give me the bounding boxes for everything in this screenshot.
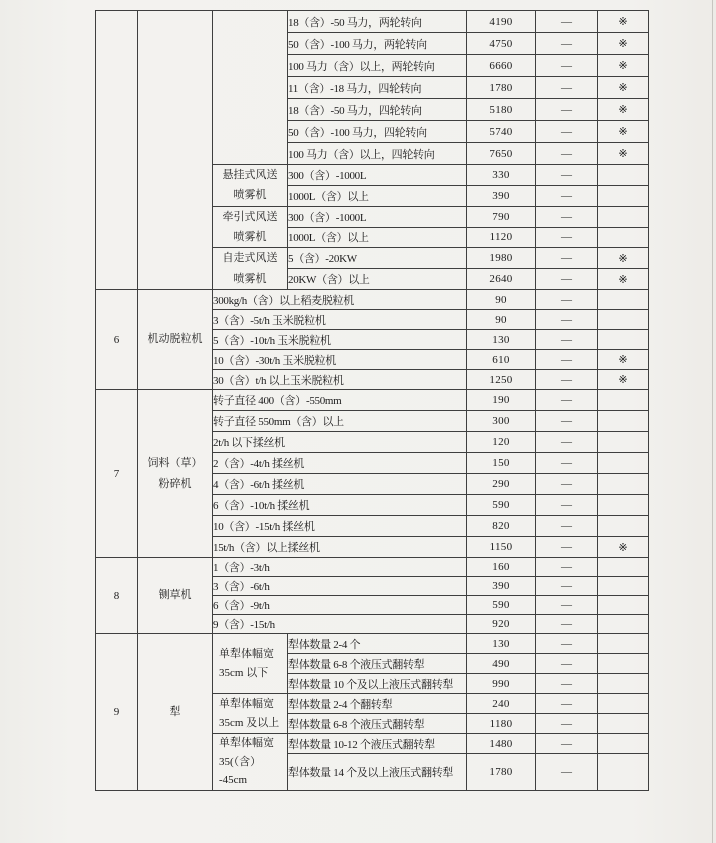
table-row (96, 290, 649, 310)
spec-cell: 50（含）-100 马力，四轮转向 (288, 121, 467, 143)
group-label-line: 牵引式风送 (222, 210, 278, 223)
spec-cell: 300（含）-1000L (288, 165, 467, 186)
amount-cell: 160 (467, 558, 536, 577)
amount-cell: 390 (467, 577, 536, 596)
table-row (96, 558, 649, 577)
group-label-line: 单犁体幅宽 (219, 737, 274, 750)
mark-cell (598, 411, 649, 432)
dash-cell: — (536, 269, 598, 290)
dash-cell: — (536, 390, 598, 411)
amount-cell: 820 (467, 516, 536, 537)
dash-cell: — (536, 615, 598, 634)
mark-cell: ※ (598, 370, 649, 390)
dash-cell: — (536, 596, 598, 615)
amount-cell: 330 (467, 165, 536, 186)
category-cell (138, 11, 213, 290)
spec-cell: 3（含）-6t/h (213, 577, 467, 596)
mark-cell (598, 330, 649, 350)
amount-cell: 1980 (467, 248, 536, 269)
group-label-line: -45cm (219, 774, 248, 787)
table-row (96, 634, 649, 654)
table-row (96, 11, 649, 33)
mark-cell: ※ (598, 99, 649, 121)
mark-cell (598, 390, 649, 411)
amount-cell: 130 (467, 634, 536, 654)
mark-cell (598, 754, 649, 791)
spec-cell: 4（含）-6t/h 揉丝机 (213, 474, 467, 495)
spec-cell: 100 马力（含）以上，四轮转向 (288, 143, 467, 165)
dash-cell: — (536, 248, 598, 269)
mark-cell (598, 634, 649, 654)
mark-cell (598, 694, 649, 714)
dash-cell: — (536, 206, 598, 227)
mark-cell (598, 734, 649, 754)
group-label-line: 35(（含） (219, 755, 262, 768)
amount-cell: 1150 (467, 537, 536, 558)
spec-cell: 6（含）-9t/h (213, 596, 467, 615)
subsidy-table (95, 10, 649, 791)
spec-cell: 30（含）t/h 以上玉米脱粒机 (213, 370, 467, 390)
amount-cell: 1780 (467, 754, 536, 791)
group-label-line: 35cm 以下 (219, 666, 269, 679)
spec-cell: 1000L（含）以上 (288, 227, 467, 248)
dash-cell: — (536, 290, 598, 310)
mark-cell: ※ (598, 143, 649, 165)
spec-cell: 3（含）-5t/h 玉米脱粒机 (213, 310, 467, 330)
spec-cell: 10（含）-30t/h 玉米脱粒机 (213, 350, 467, 370)
amount-cell: 2640 (467, 269, 536, 290)
dash-cell: — (536, 453, 598, 474)
spec-cell: 10（含）-15t/h 揉丝机 (213, 516, 467, 537)
mark-cell: ※ (598, 350, 649, 370)
amount-cell: 290 (467, 474, 536, 495)
mark-cell: ※ (598, 55, 649, 77)
mark-cell (598, 674, 649, 694)
dash-cell: — (536, 330, 598, 350)
dash-cell: — (536, 411, 598, 432)
mark-cell: ※ (598, 11, 649, 33)
table-row (96, 390, 649, 411)
mark-cell: ※ (598, 77, 649, 99)
dash-cell: — (536, 165, 598, 186)
group-label-cell (213, 734, 288, 791)
dash-cell: — (536, 577, 598, 596)
spec-cell: 18（含）-50 马力，两轮转向 (288, 11, 467, 33)
category-cell (138, 390, 213, 558)
group-label-line: 自走式风送 (222, 252, 278, 265)
group-label-cell (213, 248, 288, 290)
category-cell (138, 558, 213, 634)
dash-cell: — (536, 370, 598, 390)
dash-cell: — (536, 474, 598, 495)
group-label-line: 单犁体幅宽 (219, 697, 274, 710)
dash-cell: — (536, 121, 598, 143)
group-label-line: 35cm 及以上 (219, 716, 280, 729)
amount-cell: 150 (467, 453, 536, 474)
dash-cell: — (536, 185, 598, 206)
section-number-cell: 7 (96, 390, 138, 558)
dash-cell: — (536, 227, 598, 248)
dash-cell: — (536, 77, 598, 99)
amount-cell: 590 (467, 596, 536, 615)
spec-cell: 20KW（含）以上 (288, 269, 467, 290)
spec-cell: 5（含）-20KW (288, 248, 467, 269)
group-label-cell (213, 634, 288, 694)
mark-cell: ※ (598, 269, 649, 290)
spec-cell: 犁体数量 10 个及以上液压式翻转犁 (288, 674, 467, 694)
amount-cell: 240 (467, 694, 536, 714)
spec-cell: 1（含）-3t/h (213, 558, 467, 577)
group-label-line: 喷雾机 (233, 231, 267, 244)
group-label-line: 喷雾机 (233, 272, 267, 285)
dash-cell: — (536, 654, 598, 674)
amount-cell: 90 (467, 290, 536, 310)
category-cell (138, 290, 213, 390)
mark-cell (598, 290, 649, 310)
group-label-line: 单犁体幅宽 (219, 647, 274, 660)
spec-cell: 300kg/h（含）以上稻麦脱粒机 (213, 290, 467, 310)
mark-cell (598, 206, 649, 227)
amount-cell: 90 (467, 310, 536, 330)
spec-cell: 2t/h 以下揉丝机 (213, 432, 467, 453)
category-cell (138, 634, 213, 791)
dash-cell: — (536, 55, 598, 77)
spec-cell: 犁体数量 6-8 个液压式翻转犁 (288, 714, 467, 734)
mark-cell (598, 227, 649, 248)
spec-cell: 300（含）-1000L (288, 206, 467, 227)
group-label-line: 喷雾机 (233, 189, 267, 202)
mark-cell (598, 453, 649, 474)
amount-cell: 5740 (467, 121, 536, 143)
spec-cell: 15t/h（含）以上揉丝机 (213, 537, 467, 558)
amount-cell: 4750 (467, 33, 536, 55)
page-edge-line (712, 0, 713, 843)
spec-cell: 转子直径 550mm（含）以上 (213, 411, 467, 432)
dash-cell: — (536, 350, 598, 370)
dash-cell: — (536, 33, 598, 55)
amount-cell: 7650 (467, 143, 536, 165)
spec-cell: 犁体数量 6-8 个液压式翻转犁 (288, 654, 467, 674)
mark-cell (598, 310, 649, 330)
spec-cell: 5（含）-10t/h 玉米脱粒机 (213, 330, 467, 350)
mark-cell: ※ (598, 33, 649, 55)
mark-cell: ※ (598, 121, 649, 143)
amount-cell: 390 (467, 185, 536, 206)
mark-cell (598, 516, 649, 537)
dash-cell: — (536, 674, 598, 694)
section-number-cell: 8 (96, 558, 138, 634)
mark-cell: ※ (598, 537, 649, 558)
mark-cell (598, 654, 649, 674)
spec-cell: 2（含）-4t/h 揉丝机 (213, 453, 467, 474)
mark-cell (598, 165, 649, 186)
dash-cell: — (536, 537, 598, 558)
group-label-cell (213, 694, 288, 734)
section-number-cell: 6 (96, 290, 138, 390)
spec-cell: 犁体数量 14 个及以上液压式翻转犁 (288, 754, 467, 791)
amount-cell: 6660 (467, 55, 536, 77)
amount-cell: 1780 (467, 77, 536, 99)
dash-cell: — (536, 694, 598, 714)
spec-cell: 100 马力（含）以上，两轮转向 (288, 55, 467, 77)
amount-cell: 490 (467, 654, 536, 674)
amount-cell: 790 (467, 206, 536, 227)
mark-cell (598, 495, 649, 516)
dash-cell: — (536, 754, 598, 791)
dash-cell: — (536, 634, 598, 654)
mark-cell: ※ (598, 248, 649, 269)
mark-cell (598, 558, 649, 577)
spec-cell: 犁体数量 2-4 个 (288, 634, 467, 654)
group-label-cell (213, 11, 288, 165)
amount-cell: 920 (467, 615, 536, 634)
spec-cell: 11（含）-18 马力，四轮转向 (288, 77, 467, 99)
dash-cell: — (536, 432, 598, 453)
mark-cell (598, 714, 649, 734)
amount-cell: 120 (467, 432, 536, 453)
dash-cell: — (536, 310, 598, 330)
spec-cell: 50（含）-100 马力，两轮转向 (288, 33, 467, 55)
amount-cell: 190 (467, 390, 536, 411)
amount-cell: 130 (467, 330, 536, 350)
mark-cell (598, 615, 649, 634)
spec-cell: 转子直径 400（含）-550mm (213, 390, 467, 411)
group-label-cell (213, 206, 288, 248)
group-label-cell (213, 165, 288, 207)
dash-cell: — (536, 714, 598, 734)
amount-cell: 4190 (467, 11, 536, 33)
group-label-line: 悬挂式风送 (222, 169, 278, 181)
dash-cell: — (536, 734, 598, 754)
spec-cell: 6（含）-10t/h 揉丝机 (213, 495, 467, 516)
dash-cell: — (536, 99, 598, 121)
spec-cell: 1000L（含）以上 (288, 185, 467, 206)
category-label-line: 粉碎机 (158, 477, 192, 490)
section-number-cell (96, 11, 138, 290)
spec-cell: 犁体数量 2-4 个翻转犁 (288, 694, 467, 714)
spec-cell: 犁体数量 10-12 个液压式翻转犁 (288, 734, 467, 754)
category-label-line: 犁 (169, 705, 181, 718)
dash-cell: — (536, 558, 598, 577)
mark-cell (598, 432, 649, 453)
section-number-cell: 9 (96, 634, 138, 791)
mark-cell (598, 185, 649, 206)
category-label-line: 饲料（草） (147, 456, 203, 469)
amount-cell: 590 (467, 495, 536, 516)
mark-cell (598, 577, 649, 596)
spec-cell: 18（含）-50 马力，四轮转向 (288, 99, 467, 121)
category-label-line: 铡草机 (158, 589, 192, 602)
amount-cell: 1480 (467, 734, 536, 754)
amount-cell: 1180 (467, 714, 536, 734)
spec-cell: 9（含）-15t/h (213, 615, 467, 634)
amount-cell: 5180 (467, 99, 536, 121)
mark-cell (598, 474, 649, 495)
dash-cell: — (536, 495, 598, 516)
amount-cell: 610 (467, 350, 536, 370)
amount-cell: 1120 (467, 227, 536, 248)
dash-cell: — (536, 143, 598, 165)
amount-cell: 300 (467, 411, 536, 432)
category-label-line: 机动脱粒机 (147, 333, 203, 346)
amount-cell: 990 (467, 674, 536, 694)
mark-cell (598, 596, 649, 615)
amount-cell: 1250 (467, 370, 536, 390)
dash-cell: — (536, 516, 598, 537)
dash-cell: — (536, 11, 598, 33)
